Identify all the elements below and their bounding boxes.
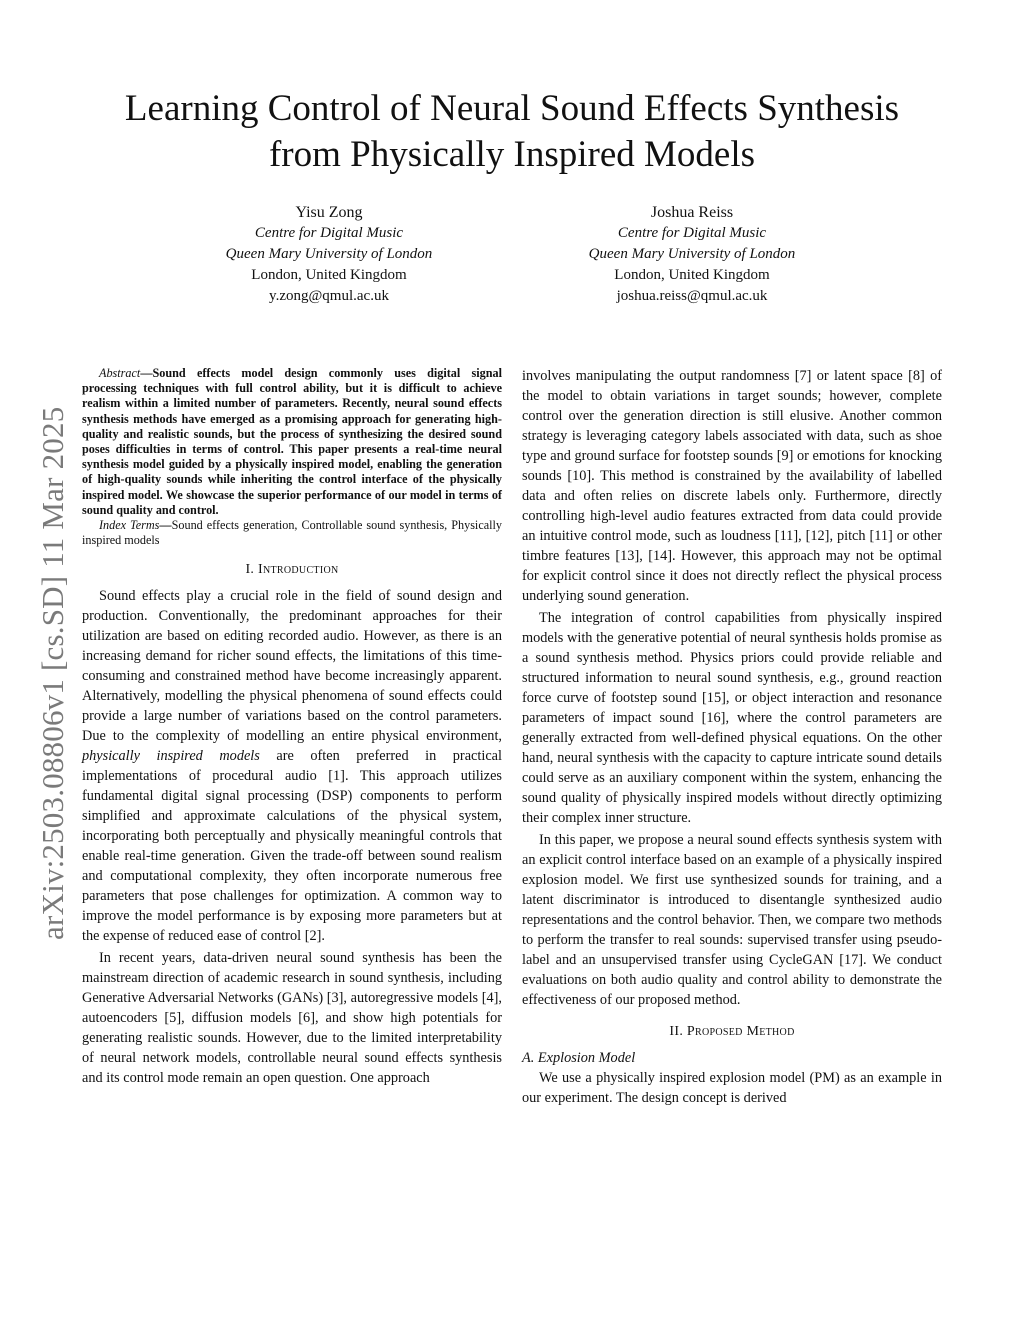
- author-university: Queen Mary University of London: [225, 246, 433, 262]
- subsection-heading-explosion-model: A. Explosion Model: [522, 1050, 636, 1066]
- author-block-2: [542, 202, 842, 307]
- paper-title: [60, 86, 964, 178]
- index-terms-dash: —: [159, 518, 172, 533]
- left-column: [82, 366, 502, 1088]
- right-paragraph-2: The integration of control capabilities from physically inspired models with the generative potential of neural synthesis holds promise as a sound synthesis method. Physics priors could provide reliable and structured information to neural sound synthesis, e.g., ground reaction force curve of footstep sound [15], or object interaction and resonance parameters of impact sound [16], where the control parameters are generally extracted from well-defined physical equations. On the other hand, neural synthesis with the capacity to capture intricate sound details could serve as an auxiliary component within the system, enhancing the sound quality of physically inspired models without directly optimizing their complex inner structure.: [522, 610, 942, 826]
- intro-p1-text-a: Sound effects play a crucial role in the field of sound design and production. Conventionally, the predominant approaches for their utilization are based on editing recorded audio. However, as there is an increasing demand for richer sound effects, the limitations of this time-consuming and constrained method have become increasingly apparent. Alternatively, modelling the physical phenomena of sound effects could provide a large number of variations based on the control parameters. Due to the complexity of modelling an entire physical environment,: [82, 588, 502, 745]
- intro-paragraph-2: In recent years, data-driven neural sound synthesis has been the mainstream direction of academic research in sound synthesis, including Generative Adversarial Networks (GANs) [3], autoregressive models [4], autoencoders [5], diffusion models [6], and show high potentials for generating realistic sounds. However, due to the limited interpretability of neural network models, controllable neural sound effects synthesis and its control mode remain an open question. One approach: [82, 950, 502, 1087]
- section-heading-introduction: I. Introduction: [245, 562, 339, 578]
- author-email: y.zong@qmul.ac.uk: [269, 288, 389, 304]
- author-location: London, United Kingdom: [251, 267, 407, 283]
- method-paragraph-1: We use a physically inspired explosion model (PM) as an example in our experiment. The design concept is derived: [522, 1070, 942, 1106]
- author-location: London, United Kingdom: [614, 267, 770, 283]
- abstract-label: Abstract: [99, 366, 141, 380]
- intro-p1-text-b: are often preferred in practical implementations of procedural audio [1]. This approach utilizes fundamental digital signal processing (DSP) components to perform simplified and approximate calculations of the physical system, incorporating both perceptually and physically meaningful controls that enable real-time generation. Given the trade-off between sound realism and computational complexity, they often incorporate numerous free parameters that pose challenges for optimization. A common way to improve the model performance is by exposing more parameters but at the expense of reduced ease of control [2].: [82, 748, 502, 945]
- right-column: [522, 366, 942, 1108]
- right-paragraph-3: In this paper, we propose a neural sound effects synthesis system with an explicit control interface based on an example of a physically inspired explosion model. We first use synthesized sounds for training, and a latent discriminator is introduced to disentangle synthesized audio representations and the control behavior. Then, we compare two methods to perform the transfer to real sounds: supervised transfer using pseudo-label and an unsupervised transfer using CycleGAN [17]. We conduct evaluations on both audio quality and control ability to demonstrate the effectiveness of our proposed method.: [522, 832, 942, 1008]
- intro-paragraph-1: [82, 586, 502, 946]
- arxiv-watermark: arXiv:2503.08806v1 [cs.SD] 11 Mar 2025: [35, 406, 70, 940]
- title-line-2: from Physically Inspired Models: [268, 134, 756, 175]
- abstract-text: —Sound effects model design commonly uses digital signal processing techniques with full control ability, but it is difficult to achieve realism within a limited number of parameters. Recently, neural sound effects synthesis methods have emerged as a promising approach for generating high-quality and realistic sounds, but the process of synthesizing the desired sound poses difficulties in terms of control. This paper presents a real-time neural synthesis model guided by a physically inspired model, enabling the generation of high-quality sounds while inheriting the control interface of the physically inspired model. We showcase the superior performance of our model in terms of sound quality and control.: [82, 366, 502, 517]
- author-name: Yisu Zong: [295, 204, 363, 221]
- index-terms: [82, 518, 502, 548]
- author-department: Centre for Digital Music: [254, 225, 404, 241]
- author-university: Queen Mary University of London: [588, 246, 796, 262]
- author-name: Joshua Reiss: [650, 204, 734, 221]
- abstract: [82, 366, 502, 518]
- author-block-1: [179, 202, 479, 307]
- index-terms-text: Sound effects generation, Controllable sound synthesis, Physically inspired models: [82, 518, 503, 548]
- section-heading-proposed-method: II. Proposed Method: [669, 1024, 795, 1039]
- index-terms-label: Index Terms: [99, 518, 160, 533]
- title-line-1: Learning Control of Neural Sound Effects Synthesis: [124, 88, 900, 129]
- author-department: Centre for Digital Music: [617, 225, 767, 241]
- intro-p1-emphasis: physically inspired models: [82, 748, 260, 765]
- right-paragraph-1: involves manipulating the output randomness [7] or latent space [8] of the model to obtain variations in target sounds; however, complete control over the generation direction is still elusive. Another common strategy is leveraging category labels associated with data, such as shoe type and ground surface for footstep sounds [9] or emotions for knocking sounds [10]. This method is constrained by the availability of labelled data and often relies on discrete labels only. Furthermore, directly controlling high-level audio features extracted from data could provide an intuitive control mode, such as loudness [11], [12], pitch [11] or other timbre features [13], [14]. However, this approach may not be optimal for explicit control since it does not directly reflect the physical process underlying sound generation.: [522, 368, 942, 604]
- author-email: joshua.reiss@qmul.ac.uk: [616, 288, 768, 304]
